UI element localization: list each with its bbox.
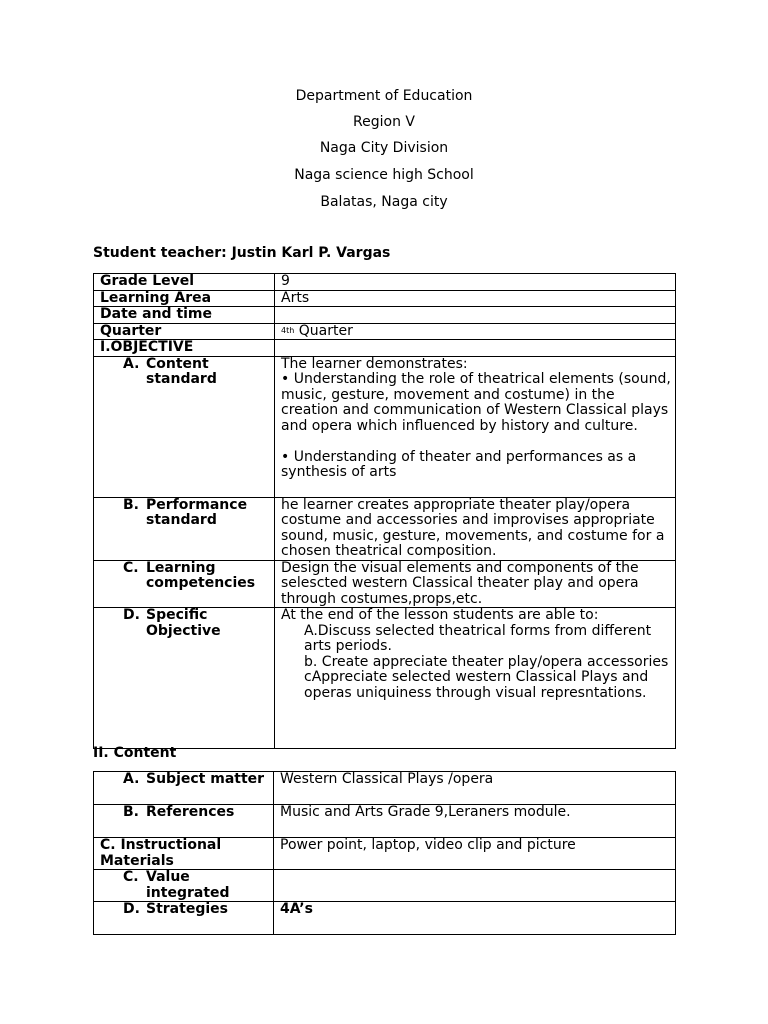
specific-objective-label-cell xyxy=(94,608,275,749)
header-region: Region V xyxy=(353,114,415,130)
table-row xyxy=(94,323,676,340)
quarter-superscript: 4th xyxy=(281,325,295,335)
instructional-materials-value: Power point, laptop, video clip and picture xyxy=(274,838,676,870)
subject-matter-letter: A. xyxy=(123,771,140,787)
table-row xyxy=(94,805,676,838)
content-standard-intro: The learner demonstrates: xyxy=(281,356,468,372)
content-standard-label-cell xyxy=(94,356,275,497)
quarter-text: Quarter xyxy=(294,323,353,339)
performance-standard-letter: B. xyxy=(123,497,139,513)
content-standard-bullet-1: • Understanding the role of theatrical elements (sound, music, gesture, movement and costume) in the creation and communication of Western Classical plays and opera which influenced by history and culture. xyxy=(281,371,671,434)
subject-matter-value: Western Classical Plays /opera xyxy=(274,772,676,805)
specific-objective-label: Specific Objective xyxy=(146,607,221,639)
specific-objective-a: A.Discuss selected theatrical forms from different arts periods. xyxy=(304,622,652,654)
header-division: Naga City Division xyxy=(319,140,449,156)
content-standard-bullet-2: • Understanding of theater and performances as a synthesis of arts xyxy=(281,448,637,480)
header-department: Department of Education xyxy=(295,88,473,104)
quarter-label: Quarter xyxy=(94,323,275,340)
learning-area-label: Learning Area xyxy=(94,290,275,307)
value-integrated-label-cell xyxy=(94,870,274,902)
strategies-label-cell xyxy=(94,902,274,935)
strategies-letter: D. xyxy=(123,901,140,917)
subject-matter-label: Subject matter xyxy=(146,771,265,787)
table-row xyxy=(94,274,676,291)
table-row xyxy=(94,356,676,497)
learning-competencies-value: Design the visual elements and components of the selescted western Classical theater play and opera through costumes,props,etc. xyxy=(275,560,676,608)
header-school: Naga science high School xyxy=(294,167,474,183)
performance-standard-label: Performance standard xyxy=(146,497,248,528)
date-time-label: Date and time xyxy=(94,307,275,324)
references-letter: B. xyxy=(123,804,139,820)
table-row xyxy=(94,772,676,805)
strategies-label: Strategies xyxy=(146,901,228,917)
value-integrated-label: Value integrated xyxy=(146,869,230,901)
performance-standard-label-cell xyxy=(94,497,275,560)
instructional-materials-label: C. Instructional Materials xyxy=(94,838,274,870)
strategies-value: 4A’s xyxy=(274,902,676,935)
specific-objective-intro: At the end of the lesson students are able to: xyxy=(281,607,599,623)
references-value: Music and Arts Grade 9,Leraners module. xyxy=(274,805,676,838)
table-row xyxy=(94,560,676,608)
specific-objective-value xyxy=(275,608,676,749)
learning-competencies-label: Learning competencies xyxy=(146,560,256,591)
references-label: References xyxy=(146,804,235,820)
content-standard-letter: A. xyxy=(123,356,140,372)
table-row xyxy=(94,870,676,902)
value-integrated-letter: C. xyxy=(123,869,139,885)
student-teacher: Student teacher: Justin Karl P. Vargas xyxy=(93,245,391,261)
lesson-info-table xyxy=(93,273,676,749)
table-row xyxy=(94,340,676,357)
references-label-cell xyxy=(94,805,274,838)
learning-competencies-label-cell xyxy=(94,560,275,608)
grade-level-label: Grade Level xyxy=(94,274,275,291)
learning-area-value: Arts xyxy=(275,290,676,307)
subject-matter-label-cell xyxy=(94,772,274,805)
table-row xyxy=(94,307,676,324)
table-row xyxy=(94,838,676,870)
table-row xyxy=(94,290,676,307)
section-content-heading: II. Content xyxy=(93,745,177,761)
performance-standard-value: he learner creates appropriate theater play/opera costume and accessories and improvises appropriate sound, music, gesture, movements, and costume for a chosen theatrical composition. xyxy=(275,497,676,560)
grade-level-value: 9 xyxy=(275,274,676,291)
table-row xyxy=(94,902,676,935)
objective-label: I.OBJECTIVE xyxy=(94,340,275,357)
content-standard-value xyxy=(275,356,676,497)
value-integrated-value xyxy=(274,870,676,902)
content-table xyxy=(93,771,676,935)
date-time-value xyxy=(275,307,676,324)
content-standard-label: Content standard xyxy=(146,356,217,387)
learning-competencies-letter: C. xyxy=(123,560,139,576)
objective-value xyxy=(275,340,676,357)
specific-objective-letter: D. xyxy=(123,607,140,623)
table-row xyxy=(94,608,676,749)
quarter-value xyxy=(275,323,676,340)
specific-objective-c: cAppreciate selected western Classical Plays and operas uniquiness through visual represntations. xyxy=(304,669,649,701)
specific-objective-b: b. Create appreciate theater play/opera accessories xyxy=(304,653,669,670)
table-row xyxy=(94,497,676,560)
header-address: Balatas, Naga city xyxy=(320,194,448,210)
